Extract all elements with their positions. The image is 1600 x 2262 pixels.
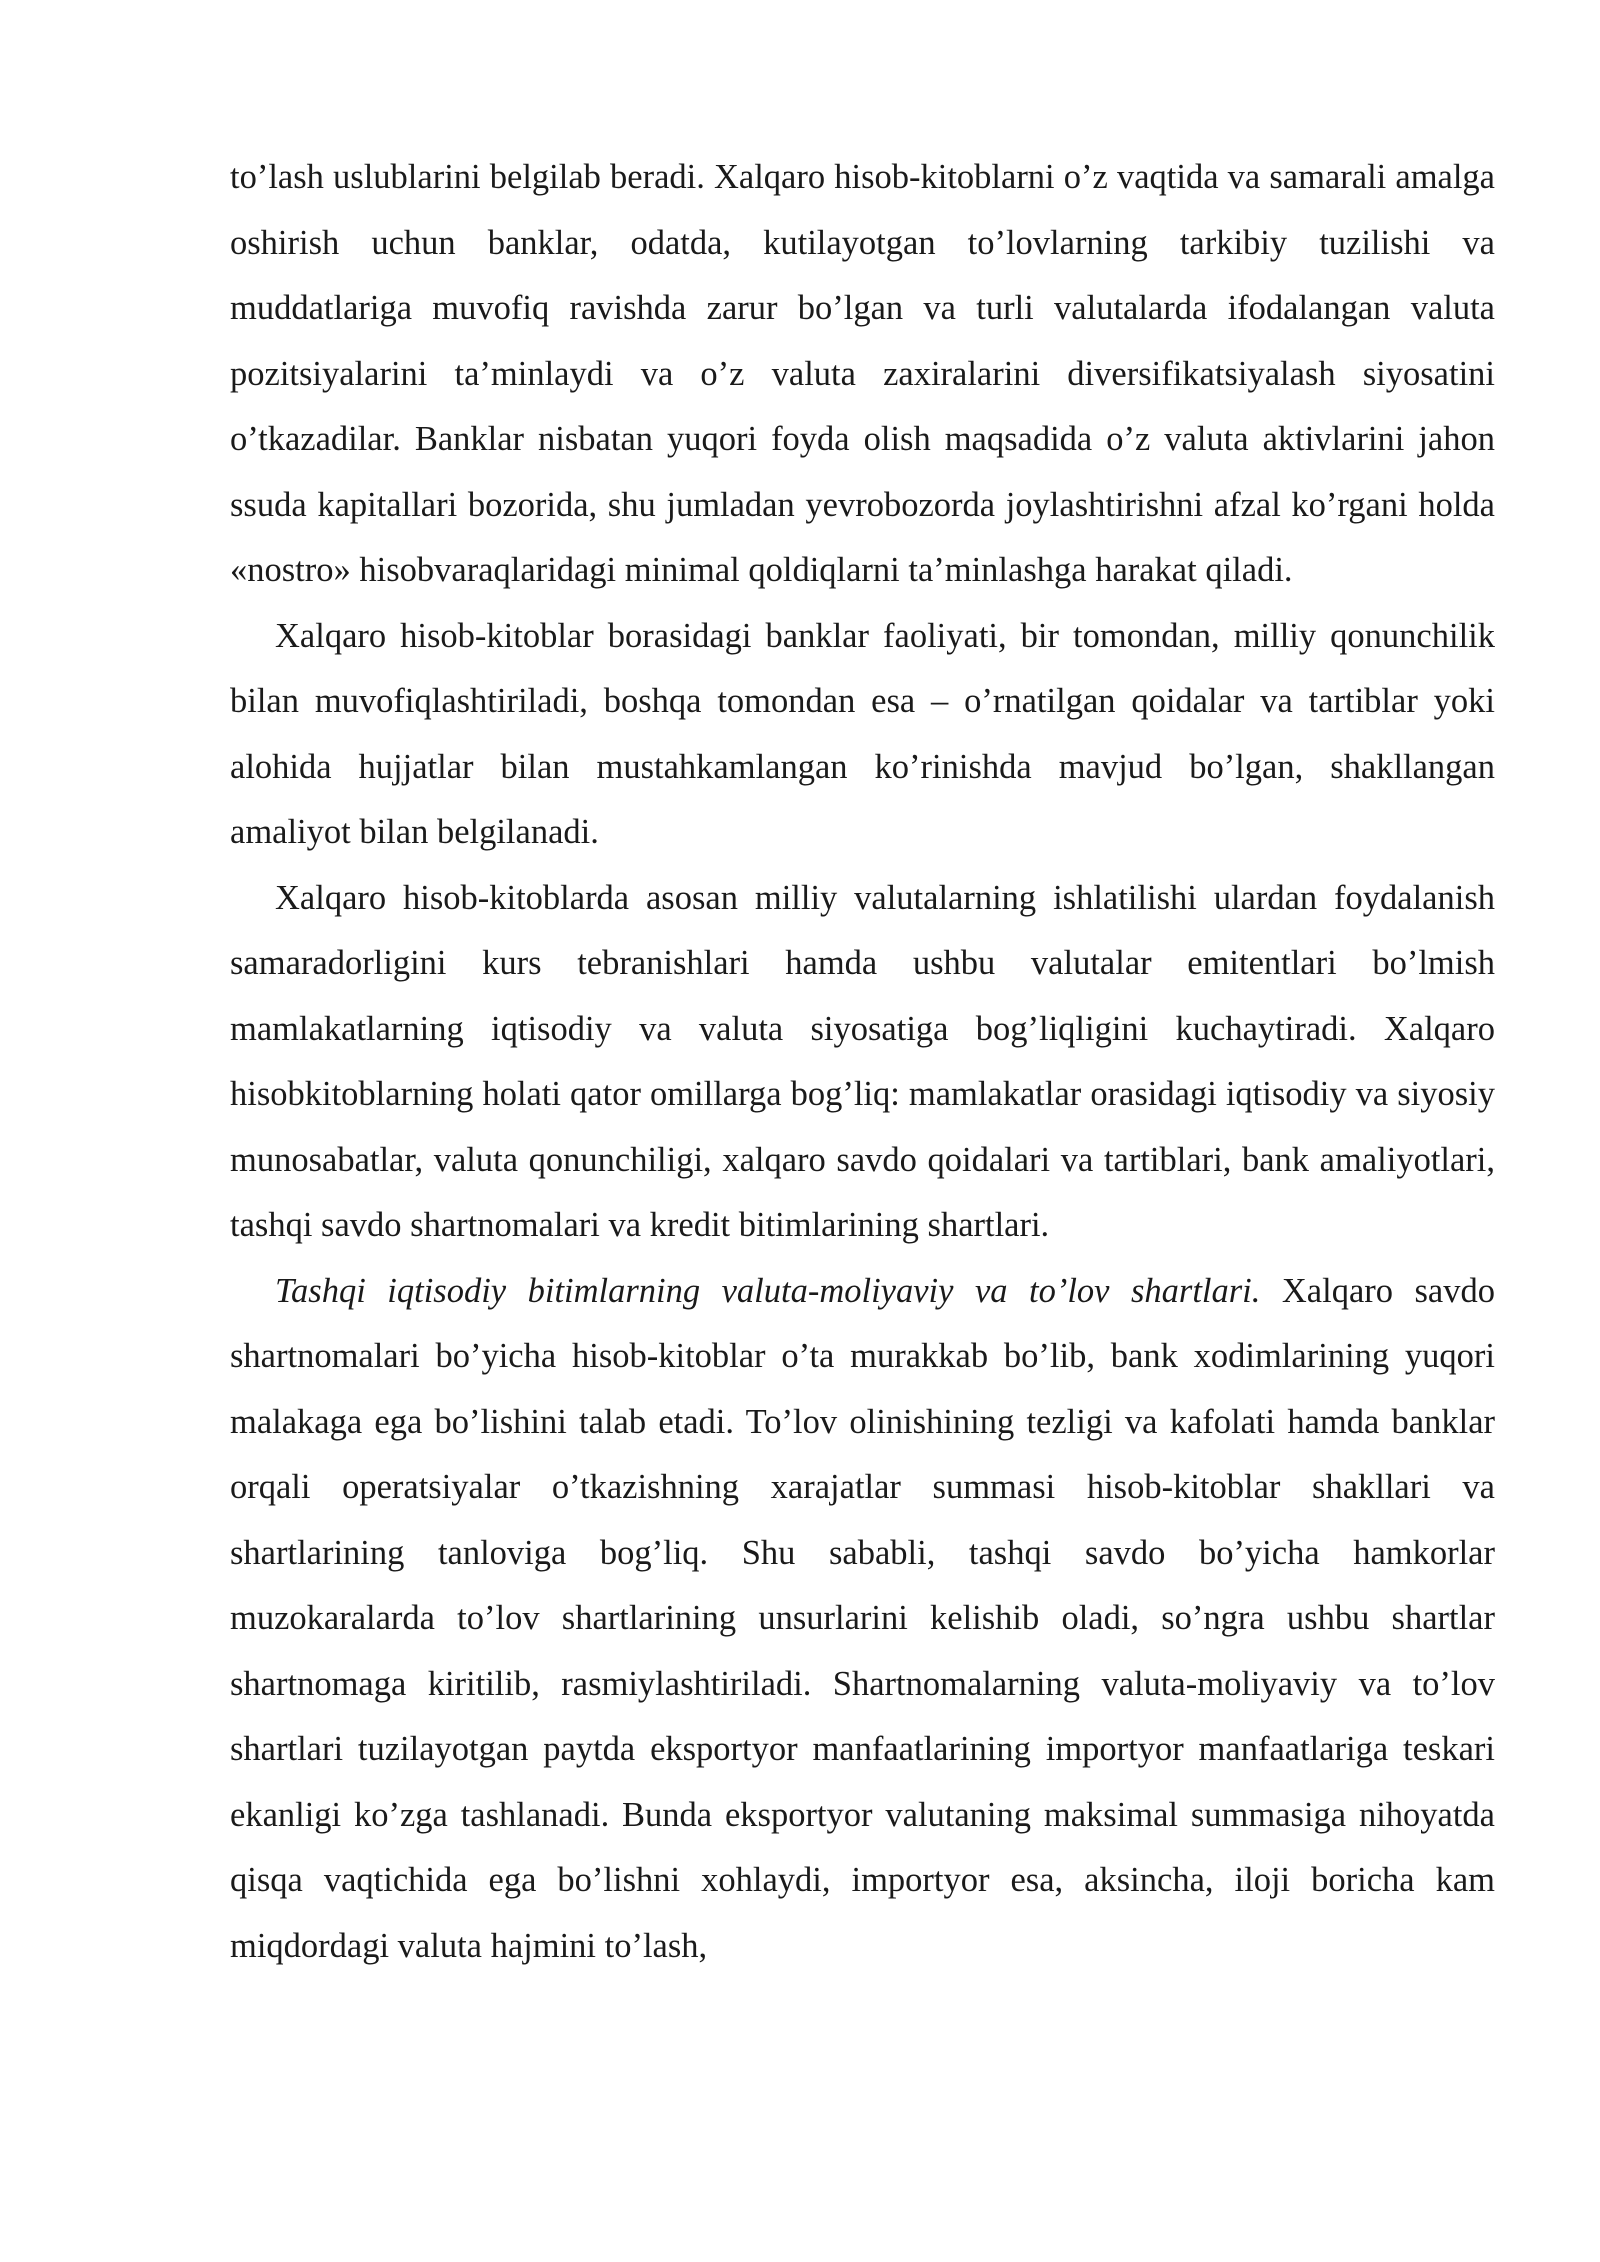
- paragraph-payment-terms-text: Xalqaro savdo shartnomalari bo’yicha hisob-kitoblar o’ta murakkab bo’lib, bank xodimlarining yuqori malakaga ega bo’lishini talab etadi. To’lov olinishining tezligi va kafolati hamda banklar orqali operatsiyalar o’tkazishning xarajatlar summasi hisob-kitoblar shakllari va shartlarining tanloviga bog’liq. Shu sababli, tashqi savdo bo’yicha hamkorlar muzokaralarda to’lov shartlarining unsurlarini kelishib oladi, so’ngra ushbu shartlar shartnomaga kiritilib, rasmiylashtiriladi. Shartnomalarning valuta-moliyaviy va to’lov shartlari tuzilayotgan paytda eksportyor manfaatlarining importyor manfaatlariga teskari ekanligi ko’zga tashlanadi. Bunda eksportyor valutaning maksimal summasiga nihoyatda qisqa vaqtichida ega bo’lishni xohlaydi, importyor esa, aksincha, iloji boricha kam miqdordagi valuta hajmini to’lash,: [230, 1271, 1495, 1965]
- paragraph-continuation: to’lash uslublarini belgilab beradi. Xalqaro hisob-kitoblarni o’z vaqtida va samarali amalga oshirish uchun banklar, odatda, kutilayotgan to’lovlarning tarkibiy tuzilishi va muddatlariga muvofiq ravishda zarur bo’lgan va turli valutalarda ifodalangan valuta pozitsiyalarini ta’minlaydi va o’z valuta zaxiralarini diversifikatsiyalash siyosatini o’tkazadilar. Banklar nisbatan yuqori foyda olish maqsadida o’z valuta aktivlarini jahon ssuda kapitallari bozorida, shu jumladan yevrobozorda joylashtirishni afzal ko’rgani holda «nostro» hisobvaraqlaridagi minimal qoldiqlarni ta’minlashga harakat qiladi.: [230, 158, 1495, 589]
- paragraph-payment-terms: [230, 1259, 1495, 1980]
- paragraph-banking-activity: Xalqaro hisob-kitoblar borasidagi banklar faoliyati, bir tomondan, milliy qonunchilik bilan muvofiqlashtiriladi, boshqa tomondan esa – o’rnatilgan qoidalar va tartiblar yoki alohida hujjatlar bilan mustahkamlangan ko’rinishda mavjud bo’lgan, shakllangan amaliyot bilan belgilanadi.: [230, 616, 1495, 851]
- document-page: [230, 145, 1495, 1979]
- section-lead-italic: Tashqi iqtisodiy bitimlarning valuta-moliyaviy va to’lov shartlari.: [275, 1271, 1261, 1310]
- paragraph-national-currencies: Xalqaro hisob-kitoblarda asosan milliy valutalarning ishlatilishi ulardan foydalanish samaradorligini kurs tebranishlari hamda ushbu valutalar emitentlari bo’lmish mamlakatlarning iqtisodiy va valuta siyosatiga bog’liqligini kuchaytiradi. Xalqaro hisobkitoblarning holati qator omillarga bog’liq: mamlakatlar orasidagi iqtisodiy va siyosiy munosabatlar, valuta qonunchiligi, xalqaro savdo qoidalari va tartiblari, bank amaliyotlari, tashqi savdo shartnomalari va kredit bitimlarining shartlari.: [230, 878, 1495, 1244]
